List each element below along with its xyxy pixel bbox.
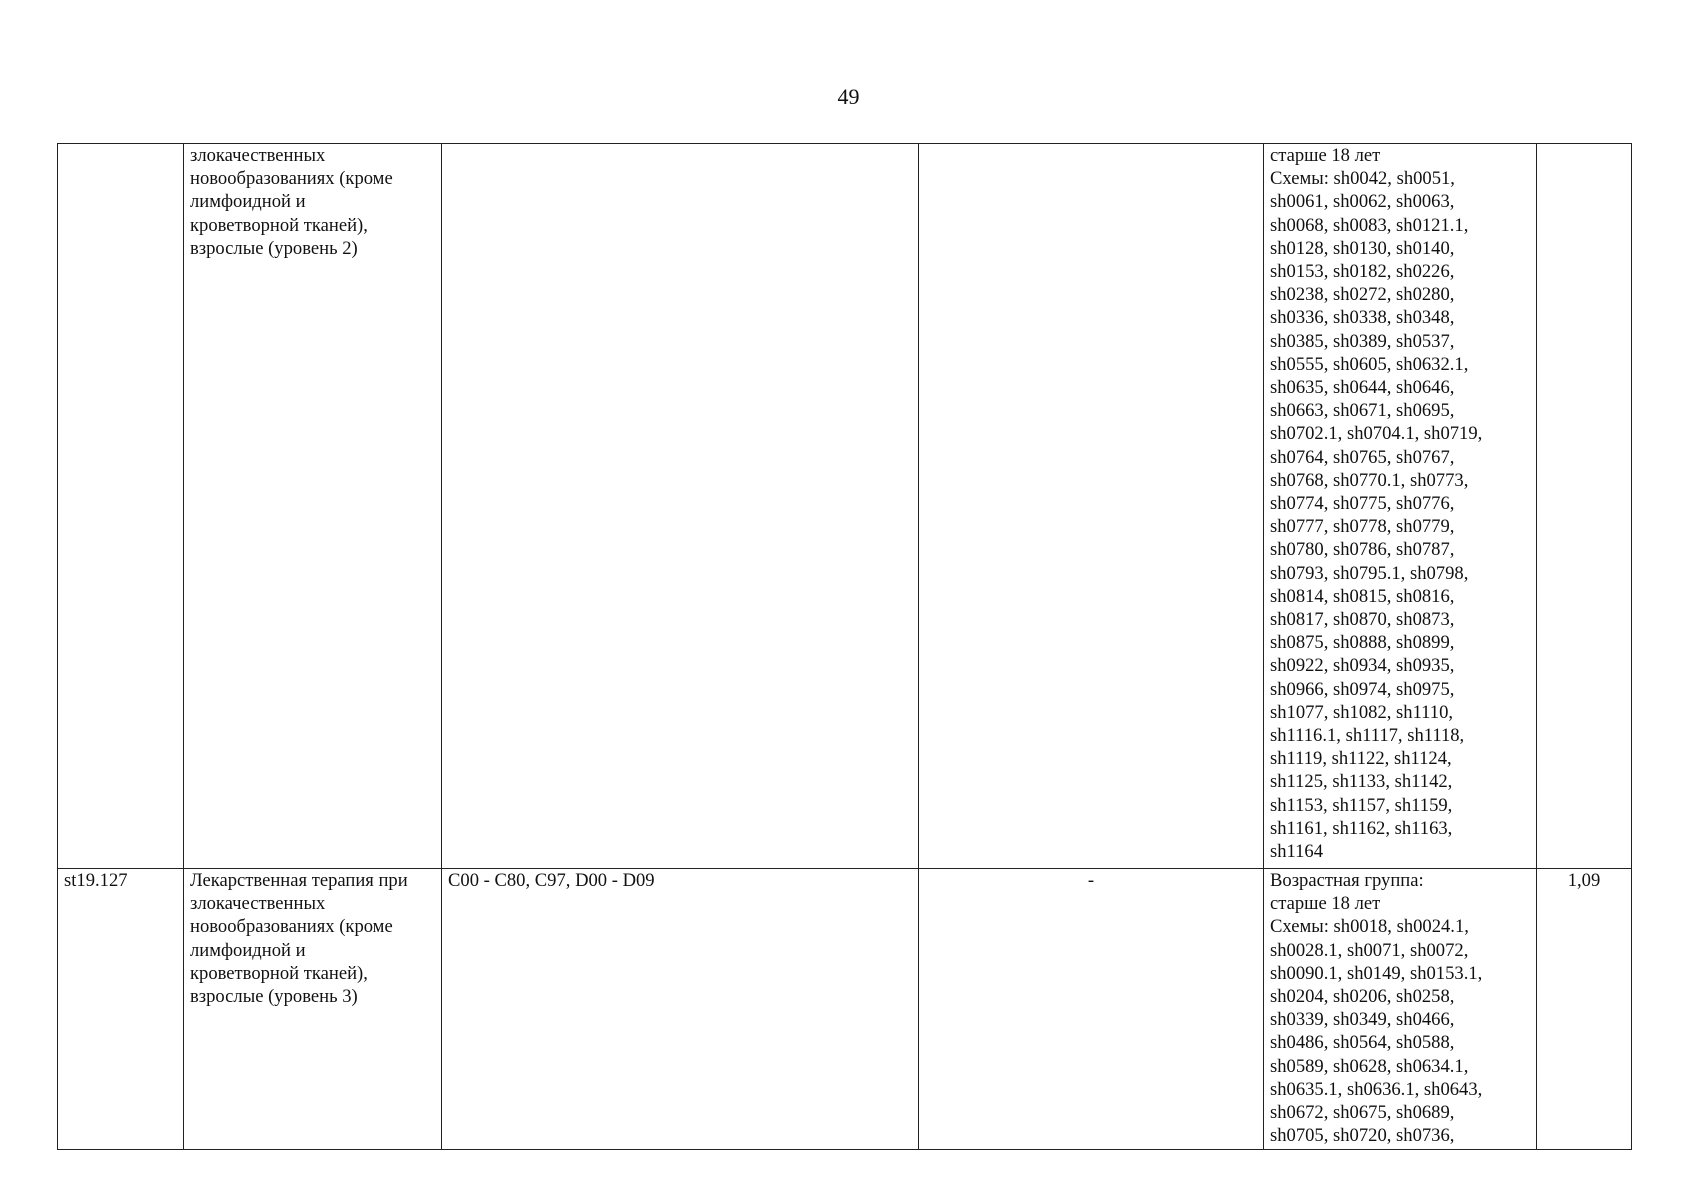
tariff-table bbox=[57, 143, 1632, 1150]
text-line: новообразованиях (кроме bbox=[190, 168, 393, 190]
text-line: sh0663, sh0671, sh0695, bbox=[1270, 400, 1455, 422]
text-line: sh0875, sh0888, sh0899, bbox=[1270, 632, 1455, 654]
text-line: sh1125, sh1133, sh1142, bbox=[1270, 771, 1453, 793]
code-cell: st19.127 bbox=[58, 869, 184, 1150]
name-cell bbox=[184, 869, 442, 1150]
text-line: sh0486, sh0564, sh0588, bbox=[1270, 1032, 1455, 1054]
criteria-cell bbox=[1264, 144, 1537, 869]
text-line: sh1161, sh1162, sh1163, bbox=[1270, 817, 1453, 839]
text-line: sh0061, sh0062, sh0063, bbox=[1270, 191, 1455, 213]
text-line: sh0589, sh0628, sh0634.1, bbox=[1270, 1055, 1469, 1077]
diagnosis-cell bbox=[442, 144, 919, 869]
text-line: sh1153, sh1157, sh1159, bbox=[1270, 794, 1453, 816]
text-line: sh0817, sh0870, sh0873, bbox=[1270, 609, 1455, 631]
coefficient-cell: 1,09 bbox=[1537, 869, 1632, 1150]
text-line: Схемы: sh0018, sh0024.1, bbox=[1270, 916, 1469, 938]
table-row bbox=[58, 144, 1632, 869]
text-line: sh0764, sh0765, sh0767, bbox=[1270, 446, 1455, 468]
service-cell bbox=[919, 144, 1264, 869]
text-line: взрослые (уровень 2) bbox=[190, 237, 358, 259]
text-line: Лекарственная терапия при bbox=[190, 870, 408, 891]
text-line: sh0028.1, sh0071, sh0072, bbox=[1270, 939, 1469, 961]
text-line: sh0793, sh0795.1, sh0798, bbox=[1270, 562, 1469, 584]
text-line: sh0672, sh0675, sh0689, bbox=[1270, 1102, 1455, 1124]
text-line: злокачественных bbox=[190, 893, 326, 915]
text-line: sh0768, sh0770.1, sh0773, bbox=[1270, 469, 1469, 491]
service-cell: - bbox=[919, 869, 1264, 1150]
text-line: sh0336, sh0338, sh0348, bbox=[1270, 307, 1455, 329]
text-line: старше 18 лет bbox=[1270, 893, 1381, 915]
criteria-cell bbox=[1264, 869, 1537, 1150]
text-line: sh0635.1, sh0636.1, sh0643, bbox=[1270, 1078, 1483, 1100]
text-line: sh0777, sh0778, sh0779, bbox=[1270, 516, 1455, 538]
text-line: sh0922, sh0934, sh0935, bbox=[1270, 655, 1455, 677]
text-line: злокачественных bbox=[190, 145, 326, 166]
text-line: sh0385, sh0389, sh0537, bbox=[1270, 330, 1455, 352]
code-cell bbox=[58, 144, 184, 869]
text-line: sh0339, sh0349, sh0466, bbox=[1270, 1009, 1455, 1031]
text-line: sh0068, sh0083, sh0121.1, bbox=[1270, 214, 1469, 236]
text-line: Возрастная группа: bbox=[1270, 870, 1424, 891]
text-line: sh0204, sh0206, sh0258, bbox=[1270, 986, 1455, 1008]
text-line: sh0705, sh0720, sh0736, bbox=[1270, 1125, 1455, 1147]
text-line: sh0966, sh0974, sh0975, bbox=[1270, 678, 1455, 700]
text-line: sh0814, sh0815, sh0816, bbox=[1270, 585, 1455, 607]
text-line: sh1077, sh1082, sh1110, bbox=[1270, 701, 1454, 723]
text-line: sh0153, sh0182, sh0226, bbox=[1270, 261, 1455, 283]
text-line: sh1119, sh1122, sh1124, bbox=[1270, 748, 1452, 770]
text-line: sh0635, sh0644, sh0646, bbox=[1270, 377, 1455, 399]
text-line: sh0555, sh0605, sh0632.1, bbox=[1270, 353, 1469, 375]
diagnosis-cell: C00 - C80, C97, D00 - D09 bbox=[442, 869, 919, 1150]
text-line: sh0702.1, sh0704.1, sh0719, bbox=[1270, 423, 1483, 445]
text-line: кроветворной тканей), bbox=[190, 214, 368, 236]
name-cell bbox=[184, 144, 442, 869]
text-line: лимфоидной и bbox=[190, 191, 306, 213]
text-line: sh0090.1, sh0149, sh0153.1, bbox=[1270, 962, 1483, 984]
text-line: sh0128, sh0130, sh0140, bbox=[1270, 237, 1455, 259]
table-row bbox=[58, 869, 1632, 1150]
text-line: лимфоидной и bbox=[190, 939, 306, 961]
text-line: новообразованиях (кроме bbox=[190, 916, 393, 938]
page-number: 49 bbox=[837, 84, 860, 109]
text-line: Схемы: sh0042, sh0051, bbox=[1270, 168, 1455, 190]
text-line: кроветворной тканей), bbox=[190, 962, 368, 984]
text-line: sh0774, sh0775, sh0776, bbox=[1270, 493, 1455, 515]
text-line: sh0780, sh0786, sh0787, bbox=[1270, 539, 1455, 561]
text-line: sh1164 bbox=[1270, 841, 1324, 863]
coefficient-cell bbox=[1537, 144, 1632, 869]
text-line: старше 18 лет bbox=[1270, 145, 1381, 166]
text-line: взрослые (уровень 3) bbox=[190, 986, 358, 1008]
text-line: sh0238, sh0272, sh0280, bbox=[1270, 284, 1455, 306]
text-line: sh1116.1, sh1117, sh1118, bbox=[1270, 725, 1465, 747]
